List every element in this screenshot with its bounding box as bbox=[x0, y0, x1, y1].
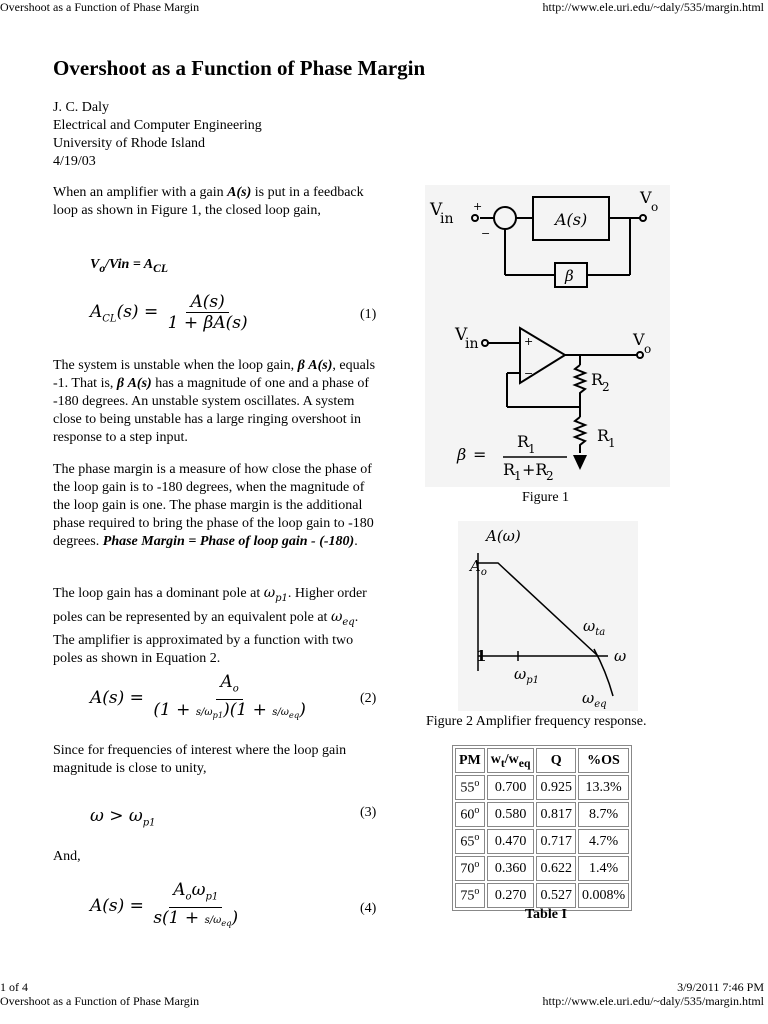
equation-1-number: (1) bbox=[360, 307, 377, 322]
paragraph-dominant-pole: The loop gain has a dominant pole at $\omega_{p1}$. Higher order poles can be represented by an equivalent pole at $\omega_{eq}$. The amplifier is approximated by a function with two poles as shown in Equation 2. bbox=[53, 585, 367, 666]
svg-text:ω: ω bbox=[614, 647, 627, 665]
svg-text:Ao: $A_o$ bbox=[470, 557, 487, 578]
svg-text:2: 2 bbox=[602, 380, 610, 394]
paragraph-phase-margin: The phase margin is a measure of how close the phase of the loop gain is to -180 degrees, when the magnitude of the loop gain is one. The phase margin is the additional phase required to bring the phase of the loop gain to -180 degrees. Phase Margin = Phase of loop gain - (-180). bbox=[53, 462, 374, 549]
svg-text:o: o bbox=[651, 200, 659, 214]
author-block bbox=[53, 99, 383, 171]
svg-text:1: 1 bbox=[514, 469, 522, 483]
table-header-row bbox=[455, 748, 629, 773]
header-os: %OS bbox=[578, 748, 629, 773]
phase-margin-table bbox=[452, 745, 632, 911]
feedback-circuit-diagram bbox=[425, 185, 670, 487]
svg-text:2: 2 bbox=[546, 469, 554, 483]
author-name: J. C. Daly bbox=[53, 100, 109, 115]
svg-text:1: 1 bbox=[608, 436, 616, 450]
svg-text:−: − bbox=[481, 227, 491, 240]
svg-text:−: − bbox=[524, 367, 534, 380]
paragraph-and: And, bbox=[53, 849, 81, 864]
svg-text:V: V bbox=[640, 188, 652, 207]
header-url[interactable]: http://www.ele.uri.edu/~daly/535/margin.html bbox=[542, 0, 764, 14]
header-wt-weq: $w_t/w_{eq}$ bbox=[487, 748, 535, 773]
svg-text:+: + bbox=[524, 335, 534, 348]
table-row: 70$^o$ 0.360 0.622 1.4% bbox=[455, 856, 629, 881]
equation-2: A(s) = $\frac{A_o}{(1 + s/\omega_{p1})(1 + s/\omega_{eq})}$ bbox=[90, 672, 306, 721]
svg-text:=: = bbox=[473, 445, 487, 464]
footer-url[interactable]: http://www.ele.uri.edu/~daly/535/margin.html bbox=[542, 994, 764, 1008]
svg-text:R: R bbox=[597, 426, 610, 445]
paragraph-intro: When an amplifier with a gain A(s) is put in a feedback loop as shown in Figure 1, the closed loop gain, bbox=[53, 185, 364, 218]
footer-title: Overshoot as a Function of Phase Margin bbox=[0, 994, 200, 1008]
paragraph-interest: Since for frequencies of interest where the loop gain magnitude is close to unity, bbox=[53, 743, 347, 776]
author-univ: University of Rhode Island bbox=[53, 136, 206, 151]
svg-text:V: V bbox=[430, 200, 443, 220]
equation-4-number: (4) bbox=[360, 901, 377, 916]
table-row: 55$^o$ 0.700 0.925 13.3% bbox=[455, 775, 629, 800]
gain-symbol: A(s) bbox=[227, 185, 252, 200]
svg-text:o: o bbox=[644, 342, 652, 356]
figure-1-caption: Figure 1 bbox=[522, 490, 570, 505]
equation-3: $\omega > \omega_{p1}$ bbox=[90, 806, 156, 829]
figure-2-caption: Figure 2 Amplifier frequency response. bbox=[426, 714, 647, 729]
header-pm: PM bbox=[455, 748, 485, 773]
vo-vin-expression: $V_o$/Vin = $A_{CL}$ bbox=[90, 257, 169, 275]
equation-2-number: (2) bbox=[360, 691, 377, 706]
equation-4: A(s) = $\frac{A_o\omega_{p1}}{s(1 + s/\omega_{eq})}$ bbox=[90, 880, 239, 929]
svg-text:V: V bbox=[455, 325, 468, 345]
paragraph-unstable: The system is unstable when the loop gain, β A(s), equals -1. That is, β A(s) has a magnitude of one and a phase of -180 degrees. An unstable system oscillates. A system close to being unstable has a large ringing overshoot in response to a step input. bbox=[53, 358, 376, 445]
figure-1 bbox=[425, 185, 670, 487]
table-row: 65$^o$ 0.470 0.717 4.7% bbox=[455, 829, 629, 854]
frequency-response-plot bbox=[458, 521, 638, 711]
svg-text:+R: +R bbox=[522, 460, 548, 479]
svg-text:β: β bbox=[457, 445, 467, 464]
svg-text:in: in bbox=[440, 211, 454, 227]
table-caption: Table I bbox=[525, 907, 567, 922]
author-date: 4/19/03 bbox=[53, 154, 96, 169]
table-row: 75$^o$ 0.270 0.527 0.008% bbox=[455, 883, 629, 908]
svg-text:R: R bbox=[517, 432, 530, 451]
svg-text:+: + bbox=[473, 200, 483, 213]
page-title: Overshoot as a Function of Phase Margin bbox=[53, 56, 426, 80]
footer-page: 1 of 4 bbox=[0, 980, 28, 994]
svg-text:1: 1 bbox=[528, 442, 536, 456]
svg-text:R: R bbox=[591, 370, 604, 389]
svg-text:A(ω): A(ω) bbox=[486, 527, 521, 545]
equation-3-number: (3) bbox=[360, 805, 377, 820]
footer-datetime: 3/9/2011 7:46 PM bbox=[677, 980, 764, 994]
svg-text:ωta: $\omega_{ta}$ bbox=[583, 617, 606, 638]
svg-text:ωeq: $\omega_{eq}$ bbox=[582, 689, 607, 710]
svg-text:β: β bbox=[565, 267, 574, 285]
svg-text:A(s): A(s) bbox=[555, 210, 588, 229]
equation-1: $A_{CL}(s)$ = $\frac{A(s)}{1 + \beta A(s)}$ bbox=[90, 292, 248, 333]
author-dept: Electrical and Computer Engineering bbox=[53, 118, 262, 133]
svg-text:V: V bbox=[633, 330, 645, 349]
svg-text:in: in bbox=[465, 336, 479, 352]
phase-margin-definition: Phase Margin = Phase of loop gain - (-180) bbox=[102, 534, 355, 549]
figure-2 bbox=[458, 521, 638, 711]
svg-text:1: 1 bbox=[476, 647, 487, 665]
header-q: Q bbox=[536, 748, 576, 773]
svg-text:ωp1: $\omega_{p1}$ bbox=[514, 665, 539, 686]
table-row: 60$^o$ 0.580 0.817 8.7% bbox=[455, 802, 629, 827]
header-title: Overshoot as a Function of Phase Margin bbox=[0, 0, 200, 14]
svg-text:R: R bbox=[503, 460, 516, 479]
